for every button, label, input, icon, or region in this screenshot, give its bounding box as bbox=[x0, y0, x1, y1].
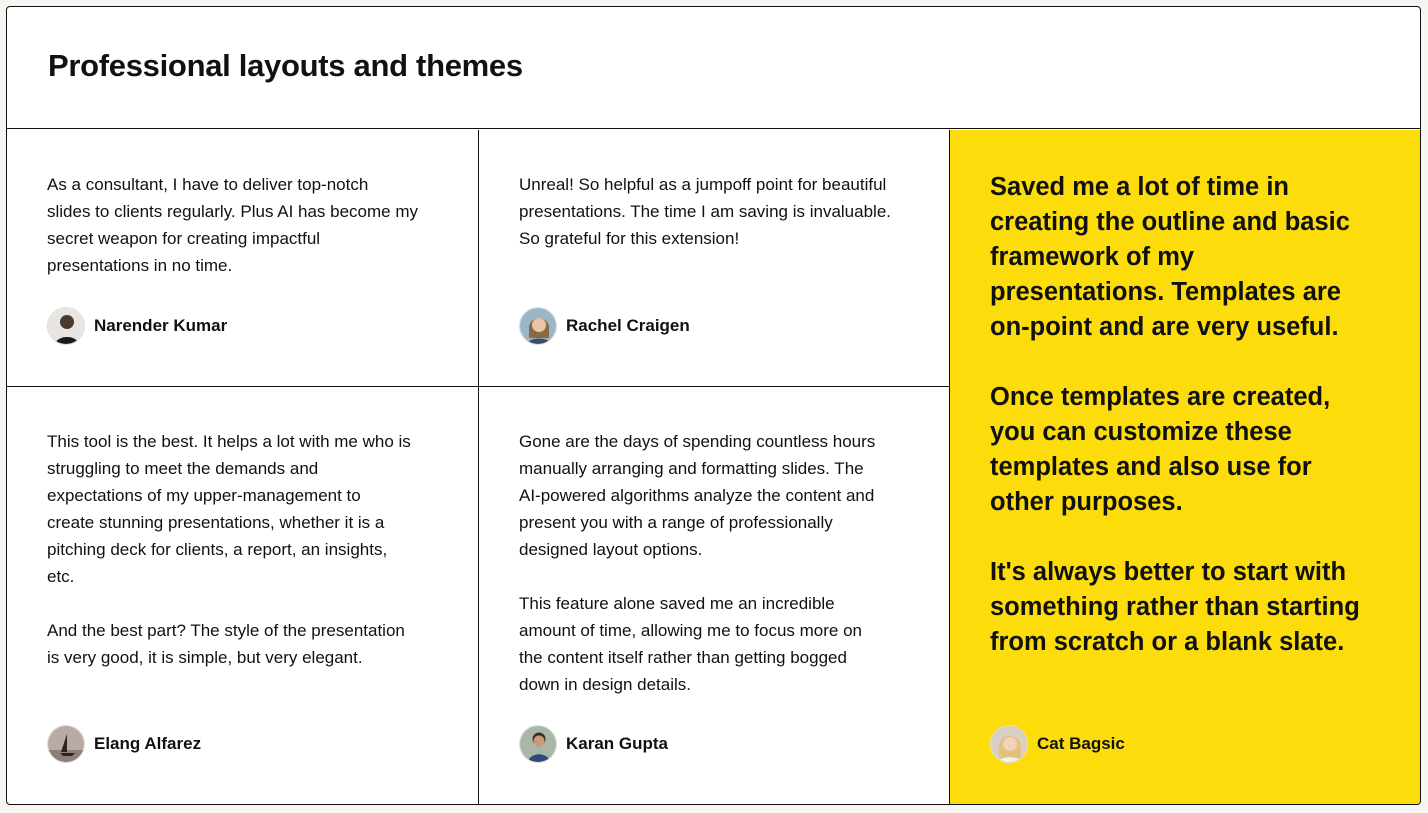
testimonial-quote: Unreal! So helpful as a jumpoff point for beautiful presentations. The time I am saving is invaluable. So grateful for this extension! bbox=[519, 175, 891, 248]
testimonial-quote: Saved me a lot of time in creating the outline and basic framework of my presentations. Templates are on-point and are very useful. Once templates are created, you can customize these templates and also use for other purposes. It's always better to start with something rather than starting from scratch or a blank slate. bbox=[990, 173, 1360, 656]
author-name: Rachel Craigen bbox=[566, 316, 690, 335]
testimonial-card bbox=[479, 387, 950, 804]
testimonial-author bbox=[990, 725, 1125, 763]
avatar bbox=[47, 307, 85, 345]
testimonial-quote: As a consultant, I have to deliver top-notch slides to clients regularly. Plus AI has become my secret weapon for creating impactful presentations in no time. bbox=[47, 175, 419, 275]
avatar bbox=[47, 725, 85, 763]
testimonials-section bbox=[6, 6, 1421, 805]
author-name: Cat Bagsic bbox=[1037, 734, 1125, 753]
avatar bbox=[519, 725, 557, 763]
section-header bbox=[7, 7, 1420, 129]
avatar bbox=[990, 725, 1028, 763]
featured-testimonial-card bbox=[950, 130, 1420, 804]
testimonial-card bbox=[479, 130, 950, 387]
section-title: Professional layouts and themes bbox=[48, 48, 523, 83]
avatar bbox=[519, 307, 557, 345]
testimonial-author bbox=[519, 307, 690, 345]
author-name: Narender Kumar bbox=[94, 316, 228, 335]
testimonial-author bbox=[47, 307, 227, 345]
author-name: Karan Gupta bbox=[566, 734, 669, 753]
testimonial-quote: Gone are the days of spending countless hours manually arranging and formatting slides. The AI-powered algorithms analyze the content and present you with a range of professionally designed layout options. This feature alone saved me an incredible amount of time, allowing me to focus more on the content itself rather than getting bogged down in design details. bbox=[519, 432, 876, 694]
testimonial-card bbox=[7, 387, 479, 804]
testimonial-card bbox=[7, 130, 479, 387]
testimonial-author bbox=[47, 725, 201, 763]
testimonial-author bbox=[519, 725, 668, 763]
author-name: Elang Alfarez bbox=[94, 734, 202, 753]
testimonial-quote: This tool is the best. It helps a lot with me who is struggling to meet the demands and expectations of my upper-management to create stunning presentations, whether it is a pitching deck for clients, a report, an insights, etc. And the best part? The style of the presentation is very good, it is simple, but very elegant. bbox=[47, 432, 411, 667]
